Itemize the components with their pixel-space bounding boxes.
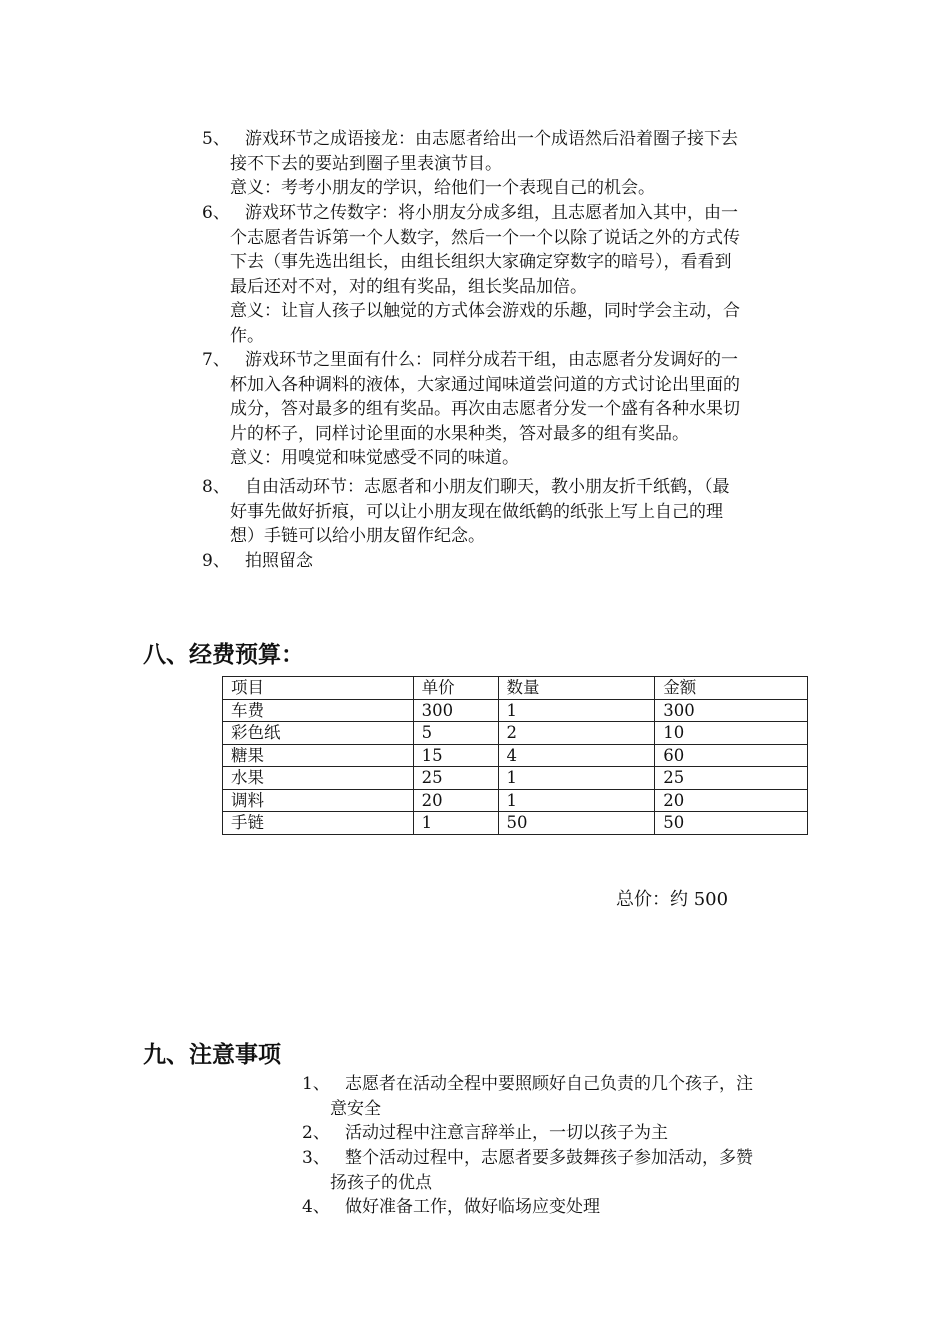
budget-heading: 八、经费预算： [143, 641, 304, 668]
activity-item-6 [202, 201, 812, 348]
note-item-3 [302, 1146, 822, 1196]
activity-item-7 [202, 348, 812, 471]
item-meaning: 意义：考考小朋友的学识，给他们一个表现自己的机会。 [230, 178, 655, 198]
notes-heading: 九、注意事项 [143, 1041, 281, 1068]
table-cell: 车费 [223, 699, 414, 722]
table-cell: 50 [498, 812, 655, 835]
item-text-line: 游戏环节之成语接龙：由志愿者给出一个成语然后沿着圈子接下去 [245, 129, 738, 149]
item-meaning: 意义：让盲人孩子以触觉的方式体会游戏的乐趣，同时学会主动，合 [230, 301, 740, 321]
budget-table [222, 676, 808, 835]
activity-item-5 [202, 127, 812, 201]
item-text-line: 最后还对不对，对的组有奖品，组长奖品加倍。 [230, 276, 587, 297]
item-number: 7、 [202, 350, 230, 370]
item-number: 4、 [302, 1197, 330, 1217]
table-cell: 糖果 [223, 744, 414, 767]
item-text-line: 接不下去的要站到圈子里表演节目。 [230, 153, 502, 174]
activity-item-8 [202, 475, 812, 549]
table-cell: 25 [413, 767, 498, 790]
table-cell: 1 [498, 767, 655, 790]
item-text-line: 整个活动过程中，志愿者要多鼓舞孩子参加活动，多赞 [345, 1148, 753, 1168]
item-number: 8、 [202, 477, 230, 497]
table-row [223, 767, 808, 790]
activity-item-9 [202, 549, 812, 574]
item-number: 6、 [202, 203, 230, 223]
item-number: 2、 [302, 1123, 330, 1143]
table-row [223, 722, 808, 745]
item-text-line: 好事先做好折痕，可以让小朋友现在做纸鹤的纸张上写上自己的理 [230, 501, 723, 522]
table-cell: 25 [655, 767, 808, 790]
item-meaning: 作。 [230, 325, 264, 346]
table-cell: 20 [413, 789, 498, 812]
item-number: 5、 [202, 129, 230, 149]
item-text-line: 活动过程中注意言辞举止，一切以孩子为主 [345, 1123, 668, 1143]
note-item-2 [302, 1121, 822, 1146]
item-text-line: 扬孩子的优点 [330, 1172, 432, 1193]
item-text-line: 个志愿者告诉第一个人数字，然后一个一个以除了说话之外的方式传 [230, 227, 740, 248]
table-header-cell: 单价 [413, 677, 498, 700]
table-cell: 60 [655, 744, 808, 767]
table-cell: 1 [498, 699, 655, 722]
table-header-cell: 数量 [498, 677, 655, 700]
table-cell: 20 [655, 789, 808, 812]
table-cell: 2 [498, 722, 655, 745]
item-text-line: 游戏环节之里面有什么：同样分成若干组，由志愿者分发调好的一 [245, 350, 738, 370]
table-cell: 水果 [223, 767, 414, 790]
table-cell: 10 [655, 722, 808, 745]
note-item-1 [302, 1072, 822, 1122]
table-cell: 彩色纸 [223, 722, 414, 745]
table-cell: 1 [413, 812, 498, 835]
item-text-line: 下去（事先选出组长，由组长组织大家确定穿数字的暗号），看看到 [230, 252, 732, 272]
table-cell: 300 [655, 699, 808, 722]
table-cell: 50 [655, 812, 808, 835]
table-row [223, 789, 808, 812]
table-row [223, 699, 808, 722]
item-number: 1、 [302, 1074, 330, 1094]
item-text-line: 意安全 [330, 1098, 381, 1119]
item-text-line: 游戏环节之传数字：将小朋友分成多组，且志愿者加入其中，由一 [245, 203, 738, 223]
table-cell: 15 [413, 744, 498, 767]
table-header-cell: 金额 [655, 677, 808, 700]
table-cell: 5 [413, 722, 498, 745]
table-header-cell: 项目 [223, 677, 414, 700]
item-text-line: 志愿者在活动全程中要照顾好自己负责的几个孩子，注 [345, 1074, 753, 1094]
item-text-line: 杯加入各种调料的液体，大家通过闻味道尝问道的方式讨论出里面的 [230, 374, 740, 395]
item-text-line: 自由活动环节：志愿者和小朋友们聊天，教小朋友折千纸鹤，（最 [245, 477, 730, 497]
table-header-row [223, 677, 808, 700]
item-text-line: 做好准备工作，做好临场应变处理 [345, 1197, 600, 1217]
table-cell: 1 [498, 789, 655, 812]
item-text-line: 成分，答对最多的组有奖品。再次由志愿者分发一个盛有各种水果切 [230, 399, 740, 419]
budget-total: 总价：约 500 [616, 889, 729, 910]
table-cell: 300 [413, 699, 498, 722]
table-row [223, 744, 808, 767]
table-cell: 4 [498, 744, 655, 767]
item-number: 3、 [302, 1148, 330, 1168]
item-text-line: 拍照留念 [245, 551, 313, 571]
item-number: 9、 [202, 551, 230, 571]
table-cell: 调料 [223, 789, 414, 812]
item-meaning: 意义：用嗅觉和味觉感受不同的味道。 [230, 448, 519, 468]
note-item-4 [302, 1195, 822, 1220]
table-cell: 手链 [223, 812, 414, 835]
table-row [223, 812, 808, 835]
item-text-line: 想）手链可以给小朋友留作纪念。 [230, 526, 485, 546]
item-text-line: 片的杯子，同样讨论里面的水果种类，答对最多的组有奖品。 [230, 423, 689, 444]
